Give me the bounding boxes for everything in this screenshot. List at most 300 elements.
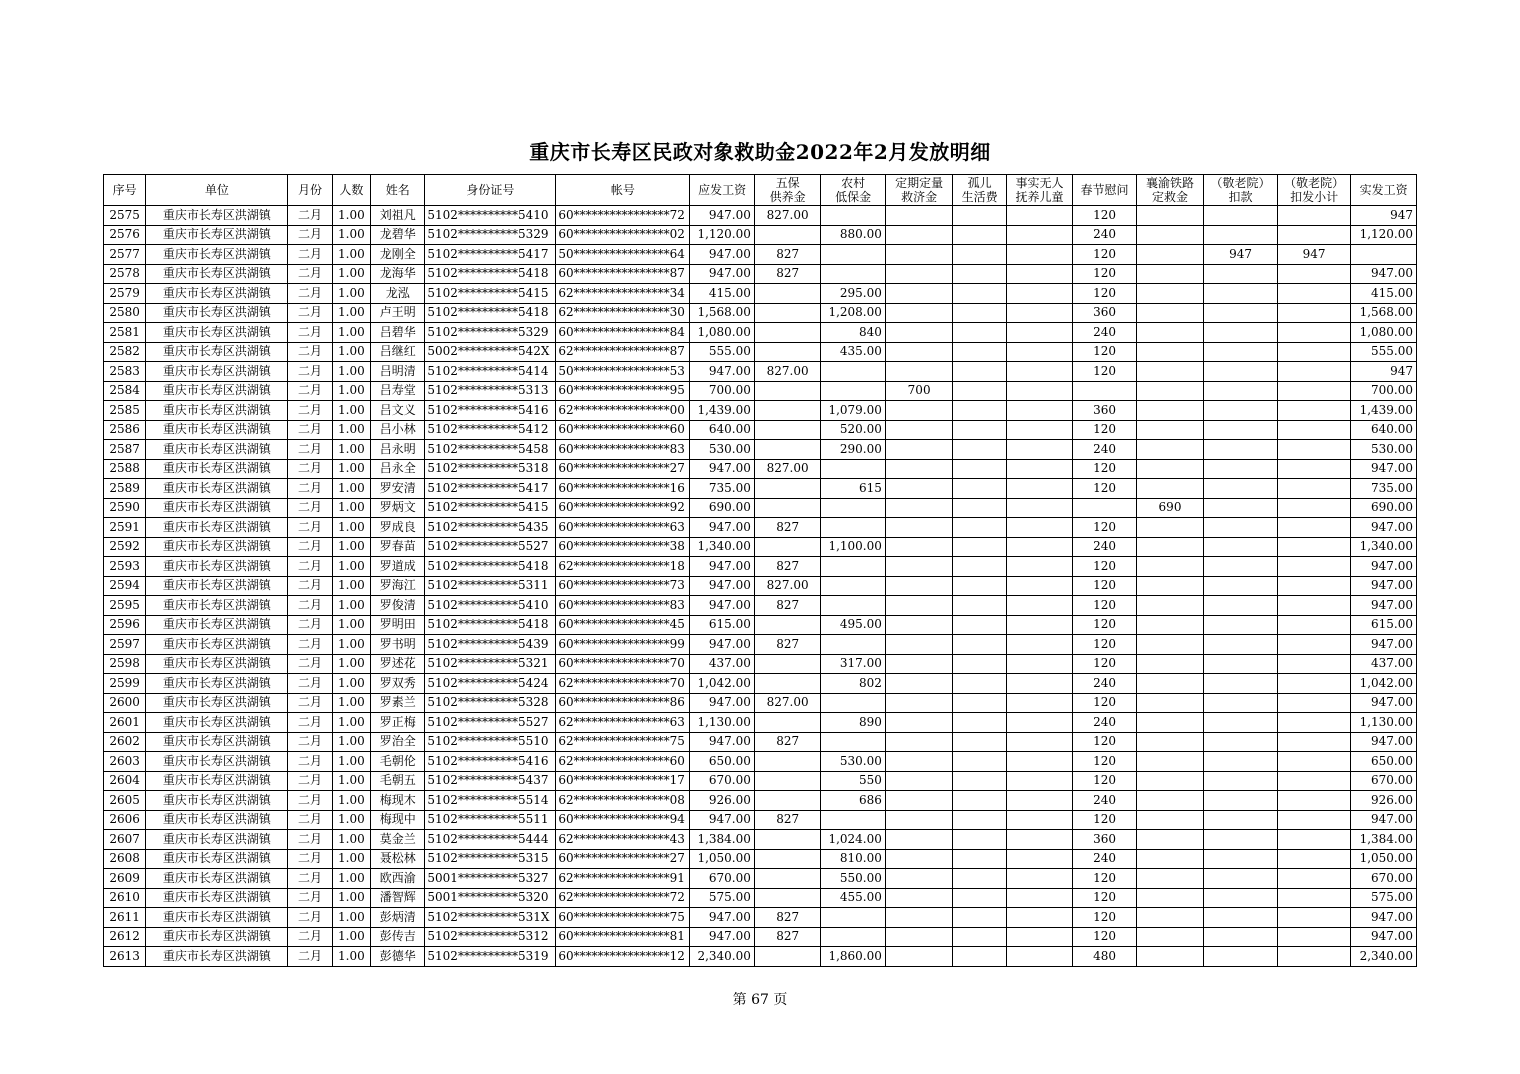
table-cell: 1.00	[332, 323, 370, 343]
table-cell: 530.00	[821, 752, 885, 772]
table-cell	[821, 927, 885, 947]
table-cell: 295.00	[821, 284, 885, 304]
table-cell: 926.00	[1351, 791, 1417, 811]
table-cell: 1,042.00	[690, 674, 754, 694]
table-cell	[1277, 401, 1351, 421]
table-cell	[821, 245, 885, 265]
table-cell: 2581	[104, 323, 146, 343]
page-number: 第 67 页	[732, 992, 788, 1008]
table-cell: 重庆市长寿区洪湖镇	[146, 888, 288, 908]
table-cell: 2594	[104, 576, 146, 596]
table-cell: 827	[754, 264, 821, 284]
table-cell	[1277, 420, 1351, 440]
table-cell: 62****************30	[556, 303, 690, 323]
table-cell	[1006, 674, 1073, 694]
table-cell: 120	[1073, 284, 1136, 304]
table-cell	[885, 596, 953, 616]
table-cell	[953, 420, 1006, 440]
table-cell: 二月	[288, 869, 332, 889]
table-cell: 60****************70	[556, 654, 690, 674]
table-cell: 120	[1073, 479, 1136, 499]
table-cell: 2582	[104, 342, 146, 362]
table-cell: 1,568.00	[1351, 303, 1417, 323]
table-cell: 2605	[104, 791, 146, 811]
table-cell: 62****************60	[556, 752, 690, 772]
table-cell: 重庆市长寿区洪湖镇	[146, 420, 288, 440]
table-cell: 5102**********5437	[425, 771, 556, 791]
table-cell: 640.00	[690, 420, 754, 440]
table-cell: 62****************43	[556, 830, 690, 850]
table-cell	[953, 323, 1006, 343]
table-cell	[885, 323, 953, 343]
table-cell	[1351, 245, 1417, 265]
table-cell: 2593	[104, 557, 146, 577]
table-cell	[1136, 518, 1204, 538]
table-cell: 吕永全	[371, 459, 425, 479]
table-cell: 1.00	[332, 713, 370, 733]
table-cell: 5102**********5315	[425, 849, 556, 869]
table-cell: 1,100.00	[821, 537, 885, 557]
table-cell	[1204, 927, 1278, 947]
table-cell: 重庆市长寿区洪湖镇	[146, 635, 288, 655]
table-cell	[1136, 888, 1204, 908]
table-cell: 二月	[288, 576, 332, 596]
table-cell: 重庆市长寿区洪湖镇	[146, 693, 288, 713]
table-cell: 2584	[104, 381, 146, 401]
table-cell	[1006, 888, 1073, 908]
table-cell: 1.00	[332, 927, 370, 947]
table-cell	[1204, 537, 1278, 557]
table-cell: 62****************00	[556, 401, 690, 421]
table-row	[104, 362, 1417, 382]
table-cell: 1.00	[332, 381, 370, 401]
table-cell	[754, 440, 821, 460]
table-cell: 吕寿堂	[371, 381, 425, 401]
table-cell: 2610	[104, 888, 146, 908]
table-cell: 947.00	[690, 693, 754, 713]
table-cell: 1,050.00	[690, 849, 754, 869]
table-cell	[1136, 693, 1204, 713]
table-cell: 827.00	[754, 693, 821, 713]
table-cell: 5102**********5410	[425, 596, 556, 616]
table-cell	[885, 479, 953, 499]
table-cell	[1277, 498, 1351, 518]
table-cell: 827.00	[754, 576, 821, 596]
table-cell: 615.00	[690, 615, 754, 635]
table-cell	[885, 557, 953, 577]
table-row	[104, 908, 1417, 928]
table-cell	[1277, 362, 1351, 382]
table-cell: 二月	[288, 440, 332, 460]
table-cell: 120	[1073, 908, 1136, 928]
table-cell: 827.00	[754, 362, 821, 382]
table-cell: 947.00	[1351, 576, 1417, 596]
table-cell: 415.00	[690, 284, 754, 304]
table-cell: 二月	[288, 518, 332, 538]
table-cell	[1006, 479, 1073, 499]
table-cell	[1204, 498, 1278, 518]
table-cell	[885, 615, 953, 635]
table-cell	[885, 927, 953, 947]
table-cell: 5102**********5410	[425, 206, 556, 226]
table-cell: 947.00	[1351, 518, 1417, 538]
table-cell: 1.00	[332, 576, 370, 596]
table-row	[104, 576, 1417, 596]
table-cell	[1136, 830, 1204, 850]
table-cell	[885, 420, 953, 440]
table-cell	[1277, 284, 1351, 304]
table-cell	[1204, 225, 1278, 245]
table-cell	[1006, 752, 1073, 772]
table-cell: 二月	[288, 381, 332, 401]
table-cell	[1006, 401, 1073, 421]
table-cell: 947.00	[690, 576, 754, 596]
table-cell: 947.00	[1351, 732, 1417, 752]
table-cell: 120	[1073, 732, 1136, 752]
table-cell	[953, 479, 1006, 499]
table-cell	[1136, 635, 1204, 655]
table-cell: 530.00	[690, 440, 754, 460]
table-cell: 700	[885, 381, 953, 401]
table-cell	[1204, 479, 1278, 499]
table-cell	[1136, 440, 1204, 460]
table-cell	[1204, 635, 1278, 655]
table-cell	[821, 206, 885, 226]
table-cell: 495.00	[821, 615, 885, 635]
table-cell: 5102**********5417	[425, 479, 556, 499]
table-cell	[1136, 849, 1204, 869]
table-cell	[1277, 596, 1351, 616]
table-cell	[1136, 401, 1204, 421]
table-cell: 2585	[104, 401, 146, 421]
table-cell: 60****************87	[556, 264, 690, 284]
table-cell: 二月	[288, 362, 332, 382]
table-cell	[885, 342, 953, 362]
table-cell	[953, 225, 1006, 245]
table-cell: 龙泓	[371, 284, 425, 304]
table-cell: 60****************83	[556, 596, 690, 616]
column-header: 事实无人 抚养儿童	[1006, 175, 1073, 206]
table-cell	[885, 225, 953, 245]
table-cell	[1277, 849, 1351, 869]
table-cell: 2607	[104, 830, 146, 850]
table-cell	[953, 615, 1006, 635]
table-cell: 二月	[288, 849, 332, 869]
table-cell	[1136, 732, 1204, 752]
table-cell	[1136, 791, 1204, 811]
table-cell: 947.00	[690, 264, 754, 284]
table-row	[104, 830, 1417, 850]
table-cell	[1277, 557, 1351, 577]
table-cell: 1.00	[332, 849, 370, 869]
table-cell	[1204, 849, 1278, 869]
table-cell	[953, 459, 1006, 479]
table-cell	[1277, 947, 1351, 967]
column-header: （敬老院） 扣发小计	[1277, 175, 1351, 206]
table-cell	[953, 303, 1006, 323]
table-cell: 重庆市长寿区洪湖镇	[146, 362, 288, 382]
column-header: 帐号	[556, 175, 690, 206]
table-cell: 1.00	[332, 206, 370, 226]
table-cell	[1136, 459, 1204, 479]
table-cell: 吕文义	[371, 401, 425, 421]
table-cell: 62****************34	[556, 284, 690, 304]
table-cell: 二月	[288, 888, 332, 908]
table-cell	[885, 245, 953, 265]
table-cell: 1,340.00	[690, 537, 754, 557]
table-cell	[1136, 869, 1204, 889]
table-row	[104, 849, 1417, 869]
table-cell	[885, 576, 953, 596]
table-cell: 5102**********5418	[425, 264, 556, 284]
table-cell: 120	[1073, 752, 1136, 772]
table-cell	[885, 752, 953, 772]
table-cell	[1277, 225, 1351, 245]
table-cell: 1,384.00	[690, 830, 754, 850]
table-cell	[885, 713, 953, 733]
table-cell: 二月	[288, 557, 332, 577]
table-cell	[1006, 284, 1073, 304]
table-cell: 重庆市长寿区洪湖镇	[146, 576, 288, 596]
table-cell: 60****************95	[556, 381, 690, 401]
table-cell: 二月	[288, 771, 332, 791]
table-cell: 重庆市长寿区洪湖镇	[146, 381, 288, 401]
table-cell: 5102**********5424	[425, 674, 556, 694]
table-cell: 5102**********5444	[425, 830, 556, 850]
table-cell: 5102**********5417	[425, 245, 556, 265]
table-cell: 700.00	[690, 381, 754, 401]
table-cell: 重庆市长寿区洪湖镇	[146, 771, 288, 791]
table-cell	[953, 771, 1006, 791]
table-cell: 1,120.00	[690, 225, 754, 245]
table-row	[104, 791, 1417, 811]
table-cell: 60****************45	[556, 615, 690, 635]
table-cell	[953, 635, 1006, 655]
table-cell: 5102**********5412	[425, 420, 556, 440]
table-cell: 60****************73	[556, 576, 690, 596]
table-cell: 670.00	[1351, 869, 1417, 889]
table-cell	[1204, 284, 1278, 304]
table-cell: 5102**********5418	[425, 303, 556, 323]
table-cell: 1,120.00	[1351, 225, 1417, 245]
table-cell: 690.00	[1351, 498, 1417, 518]
table-cell: 1.00	[332, 732, 370, 752]
table-cell	[1277, 693, 1351, 713]
table-cell	[1204, 440, 1278, 460]
table-cell: 二月	[288, 927, 332, 947]
table-cell: 827	[754, 557, 821, 577]
table-row	[104, 440, 1417, 460]
table-cell	[1006, 810, 1073, 830]
table-cell: 二月	[288, 810, 332, 830]
table-cell: 827	[754, 245, 821, 265]
table-cell	[953, 849, 1006, 869]
table-cell: 1.00	[332, 752, 370, 772]
table-cell	[1204, 576, 1278, 596]
column-header: 定期定量 救济金	[885, 175, 953, 206]
column-header: 姓名	[371, 175, 425, 206]
table-cell: 罗安清	[371, 479, 425, 499]
table-cell: 梅现木	[371, 791, 425, 811]
table-cell	[821, 518, 885, 538]
table-cell	[754, 849, 821, 869]
table-cell: 聂松林	[371, 849, 425, 869]
table-cell	[1136, 654, 1204, 674]
table-cell	[1277, 810, 1351, 830]
table-cell: 罗述花	[371, 654, 425, 674]
table-cell: 1.00	[332, 908, 370, 928]
table-cell	[1136, 264, 1204, 284]
table-cell: 890	[821, 713, 885, 733]
table-cell	[953, 791, 1006, 811]
table-cell	[1006, 323, 1073, 343]
table-cell: 240	[1073, 537, 1136, 557]
table-cell	[754, 479, 821, 499]
table-cell: 5102**********5416	[425, 401, 556, 421]
table-cell: 重庆市长寿区洪湖镇	[146, 401, 288, 421]
table-cell	[1277, 908, 1351, 928]
table-cell: 1,079.00	[821, 401, 885, 421]
table-cell	[1204, 303, 1278, 323]
table-cell: 827.00	[754, 459, 821, 479]
table-cell: 二月	[288, 323, 332, 343]
table-cell	[953, 810, 1006, 830]
table-cell: 50****************64	[556, 245, 690, 265]
table-cell: 重庆市长寿区洪湖镇	[146, 342, 288, 362]
table-cell: 1,080.00	[1351, 323, 1417, 343]
table-cell: 5102**********5313	[425, 381, 556, 401]
table-cell: 龙刚全	[371, 245, 425, 265]
table-cell: 5102**********5458	[425, 440, 556, 460]
table-cell	[1277, 615, 1351, 635]
table-cell: 1.00	[332, 888, 370, 908]
table-cell	[754, 791, 821, 811]
table-cell: 二月	[288, 732, 332, 752]
table-cell	[1277, 518, 1351, 538]
table-cell: 415.00	[1351, 284, 1417, 304]
table-cell: 重庆市长寿区洪湖镇	[146, 849, 288, 869]
table-cell	[953, 732, 1006, 752]
table-cell	[1006, 420, 1073, 440]
table-cell: 735.00	[1351, 479, 1417, 499]
column-header: 人数	[332, 175, 370, 206]
table-cell	[885, 459, 953, 479]
table-cell	[754, 537, 821, 557]
table-cell	[1204, 615, 1278, 635]
table-row	[104, 342, 1417, 362]
table-cell: 290.00	[821, 440, 885, 460]
table-cell	[1277, 264, 1351, 284]
table-cell: 120	[1073, 518, 1136, 538]
table-cell	[1136, 947, 1204, 967]
table-cell: 2576	[104, 225, 146, 245]
table-cell: 1,080.00	[690, 323, 754, 343]
table-cell: 2603	[104, 752, 146, 772]
table-cell: 5102**********5527	[425, 537, 556, 557]
table-cell: 2608	[104, 849, 146, 869]
table-cell: 62****************63	[556, 713, 690, 733]
table-cell	[1006, 908, 1073, 928]
table-cell: 2613	[104, 947, 146, 967]
table-cell: 947	[1351, 206, 1417, 226]
table-cell: 重庆市长寿区洪湖镇	[146, 654, 288, 674]
table-row	[104, 420, 1417, 440]
table-cell: 罗俊清	[371, 596, 425, 616]
table-cell	[1136, 420, 1204, 440]
table-cell	[821, 635, 885, 655]
table-cell: 437.00	[1351, 654, 1417, 674]
table-cell: 重庆市长寿区洪湖镇	[146, 830, 288, 850]
table-cell	[821, 498, 885, 518]
table-row	[104, 323, 1417, 343]
table-cell: 60****************81	[556, 927, 690, 947]
table-cell	[953, 284, 1006, 304]
table-cell: 二月	[288, 830, 332, 850]
table-cell	[1204, 362, 1278, 382]
table-cell: 120	[1073, 459, 1136, 479]
table-cell	[885, 635, 953, 655]
table-cell	[1204, 771, 1278, 791]
table-cell: 二月	[288, 479, 332, 499]
table-cell	[754, 498, 821, 518]
table-cell: 827	[754, 518, 821, 538]
table-row	[104, 654, 1417, 674]
table-cell: 530.00	[1351, 440, 1417, 460]
table-cell	[953, 888, 1006, 908]
table-cell: 435.00	[821, 342, 885, 362]
table-cell	[1277, 654, 1351, 674]
table-cell	[1277, 791, 1351, 811]
table-cell: 947.00	[690, 635, 754, 655]
table-cell: 1,130.00	[690, 713, 754, 733]
table-cell: 120	[1073, 869, 1136, 889]
table-cell: 926.00	[690, 791, 754, 811]
table-cell: 2588	[104, 459, 146, 479]
table-cell: 卢王明	[371, 303, 425, 323]
table-cell: 827	[754, 810, 821, 830]
table-cell: 1.00	[332, 869, 370, 889]
table-row	[104, 674, 1417, 694]
table-cell: 重庆市长寿区洪湖镇	[146, 303, 288, 323]
table-cell	[1136, 771, 1204, 791]
table-cell	[953, 674, 1006, 694]
table-cell: 龙海华	[371, 264, 425, 284]
table-cell: 重庆市长寿区洪湖镇	[146, 557, 288, 577]
table-cell: 120	[1073, 693, 1136, 713]
table-cell: 520.00	[821, 420, 885, 440]
table-row	[104, 888, 1417, 908]
table-cell	[953, 342, 1006, 362]
table-cell: 龙碧华	[371, 225, 425, 245]
table-cell	[1006, 362, 1073, 382]
table-cell: 2575	[104, 206, 146, 226]
table-cell	[1136, 303, 1204, 323]
table-cell	[821, 810, 885, 830]
table-cell: 重庆市长寿区洪湖镇	[146, 225, 288, 245]
table-cell: 1.00	[332, 596, 370, 616]
table-cell: 947.00	[1351, 557, 1417, 577]
table-cell: 120	[1073, 615, 1136, 635]
relief-fund-table	[103, 174, 1417, 967]
table-cell	[754, 713, 821, 733]
table-row	[104, 752, 1417, 772]
table-cell	[821, 557, 885, 577]
table-cell: 60****************72	[556, 206, 690, 226]
table-row	[104, 264, 1417, 284]
table-cell	[953, 362, 1006, 382]
table-cell: 1.00	[332, 654, 370, 674]
table-cell	[953, 908, 1006, 928]
